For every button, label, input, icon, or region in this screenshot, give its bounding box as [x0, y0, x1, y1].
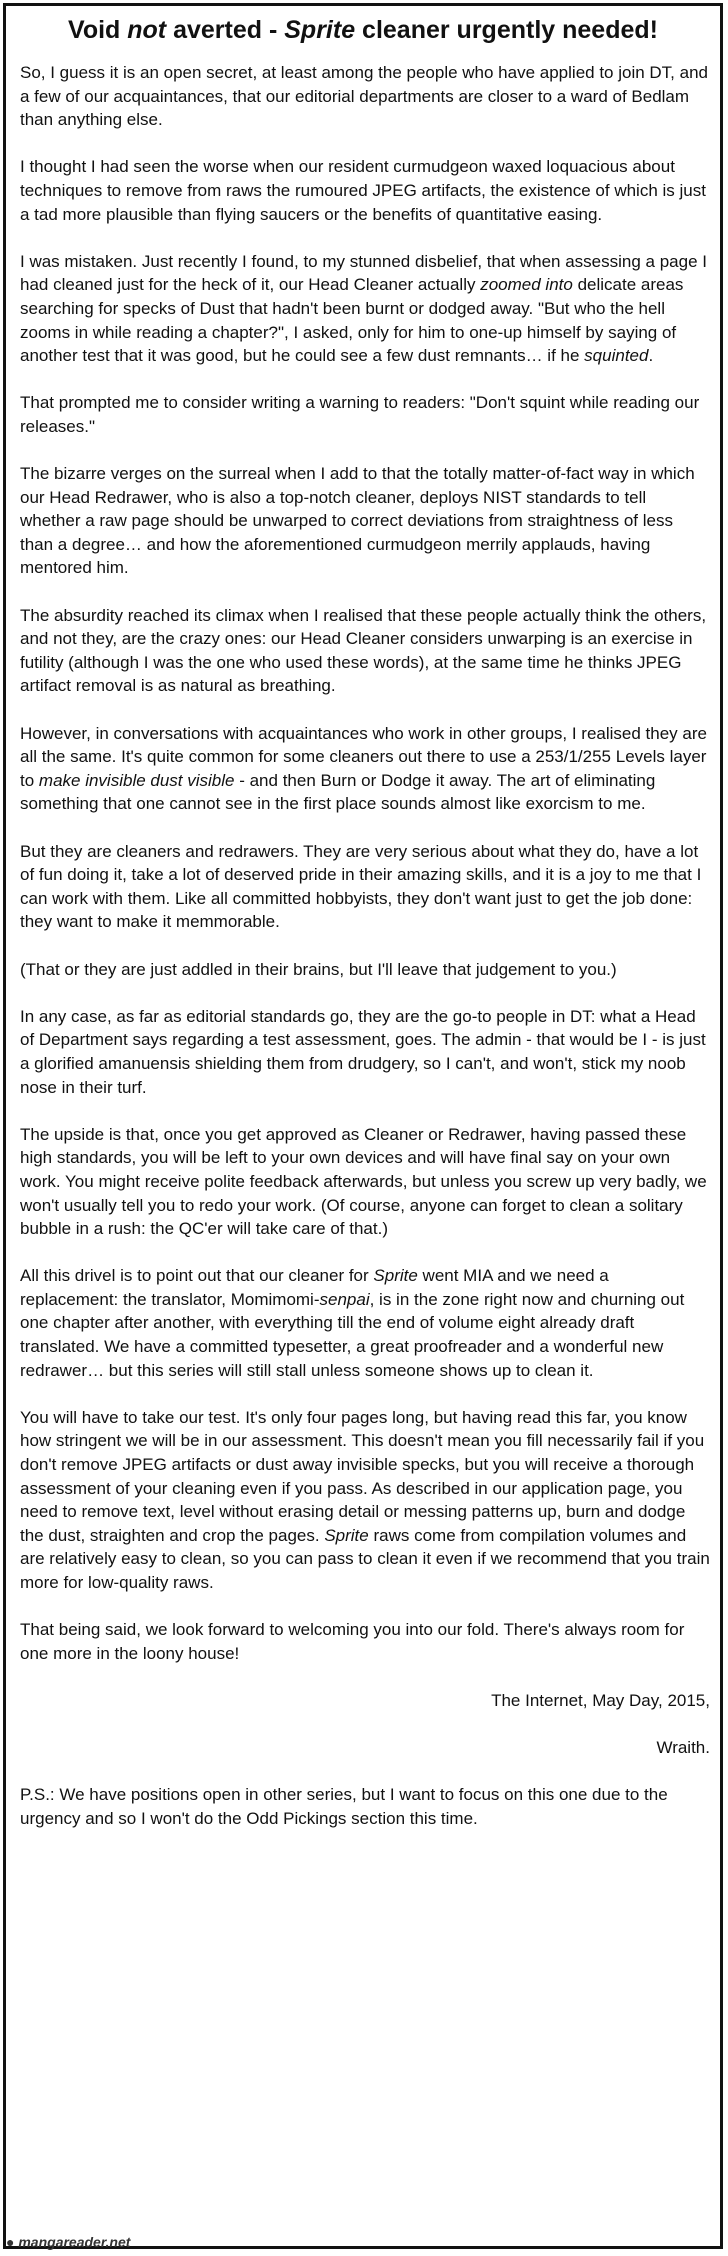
paragraph: In any case, as far as editorial standards go, they are the go-to people in DT: what a Head of Department says regarding a test assessment, goes. The admin - that would be I - is just a glorified amanuensis shielding them from drudgery, so I can't, and won't, stick my noob nose in their turf.	[20, 1006, 706, 1097]
paragraph: So, I guess it is an open secret, at least among the people who have applied to join DT, and a few of our acquaintances, that our editorial departments are closer to a ward of Bedlam than anything else.	[20, 63, 708, 130]
postscript: P.S.: We have positions open in other series, but I want to focus on this one due to the urgency and so I won't do the Odd Pickings section this time.	[20, 1785, 668, 1828]
paragraph: (That or they are just addled in their brains, but I'll leave that judgement to you.)	[20, 959, 617, 979]
paragraph: The bizarre verges on the surreal when I add to that the totally matter-of-fact way in which our Head Redrawer, who is also a top-notch cleaner, deploys NIST standards to tell whether a raw page should be unwarped to correct deviations from straightness of less than a degree… and how the aforementioned curmudgeon merrily applauds, having mentored him.	[20, 464, 695, 578]
page-title: Void not averted - Sprite cleaner urgently needed!	[68, 16, 658, 44]
paragraph: The absurdity reached its climax when I realised that these people actually think the others, and not they, are the crazy ones: our Head Cleaner considers unwarping is an exercise in futility (although I was the one who used these words), at the same time he thinks JPEG artifact removal is as natural as breathing.	[20, 605, 707, 696]
title-series-name: Sprite	[284, 16, 356, 44]
paragraph: However, in conversations with acquaintances who work in other groups, I realised they are all the same. It's quite common for some cleaners out there to use a 253/1/255 Levels layer to make invisible dust visible - and then Burn or Dodge it away. The art of eliminating something that one cannot see in the first place sounds almost like exorcism to me.	[20, 723, 707, 814]
paragraph: That prompted me to consider writing a warning to readers: "Don't squint while reading our releases."	[20, 393, 700, 436]
title-emphasis: not	[127, 16, 167, 44]
watermark-logo-icon: ●	[6, 2234, 15, 2250]
notice-page	[3, 3, 723, 2249]
paragraph: That being said, we look forward to welcoming you into our fold. There's always room for one more in the loony house!	[20, 1620, 685, 1663]
signature: Wraith.	[656, 1738, 710, 1758]
paragraph: But they are cleaners and redrawers. They are very serious about what they do, have a lot of fun doing it, take a lot of deserved pride in their amazing skills, and it is a joy to me that I can work with them. Like all committed hobbyists, they don't want just to get the job done: they want to make it memmorable.	[20, 841, 702, 932]
letter-body	[20, 61, 710, 1854]
watermark: ● mangareader.net	[6, 2234, 131, 2250]
paragraph: All this drivel is to point out that our cleaner for Sprite went MIA and we need a replacement: the translator, Momimomi-senpai, is in the zone right now and churning out one chapter after another, with everything till the end of volume eight already draft translated. We have a committed typesetter, a great proofreader and a wonderful new redrawer… but this series will still stall unless someone shows up to clean it.	[20, 1266, 685, 1380]
paragraph: You will have to take our test. It's only four pages long, but having read this far, you know how stringent we will be in our assessment. This doesn't mean you fill necessarily fail if you don't remove JPEG artifacts or dust away invisible specks, but you will receive a thorough assessment of your cleaning even if you pass. As described in our application page, you need to remove text, level without erasing detail or messing patterns up, burn and dodge the dust, straighten and crop the pages. Sprite raws come from compilation volumes and are relatively easy to clean, so you can pass to clean it even if we recommend that you train more for low-quality raws.	[20, 1407, 710, 1592]
paragraph: I was mistaken. Just recently I found, to my stunned disbelief, that when assessing a page I had cleaned just for the heck of it, our Head Cleaner actually zoomed into delicate areas searching for specks of Dust that hadn't been burnt or dodged away. "But who the hell zooms in while reading a chapter?", I asked, only for him to one-up himself by saying of another test that it was good, but he could see a few dust remnants… if he squinted.	[20, 251, 707, 366]
paragraph: I thought I had seen the worse when our resident curmudgeon waxed loquacious about techniques to remove from raws the rumoured JPEG artifacts, the existence of which is just a tad more plausible than flying saucers or the benefits of quantitative easing.	[20, 157, 706, 224]
paragraph: The upside is that, once you get approved as Cleaner or Redrawer, having passed these high standards, you will be left to your own devices and will have final say on your own work. You might receive polite feedback afterwards, but unless you screw up very badly, we won't usually tell you to redo your work. (Of course, anyone can forget to clean a solitary bubble in a rush: the QC'er will take care of that.)	[20, 1124, 707, 1239]
dateline: The Internet, May Day, 2015,	[491, 1690, 710, 1710]
